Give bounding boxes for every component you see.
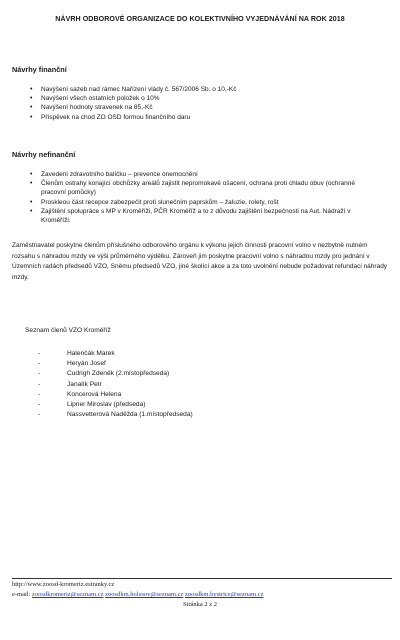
list-dash: -	[38, 350, 41, 357]
member-list	[0, 349, 400, 420]
footer-email-link[interactable]: zoosdkm.bystrice@seznam.cz	[184, 591, 264, 598]
body-paragraph: Zaměstnavatel poskytne členům příslušného odborového orgánu k výkonu jejich činnosti pracovní volno v nezbytně nutném rozsahu s náhradou mzdy ve výši průměrného výdělku. Zároveň jim poskytne pracovní volno s náhradou mzdy pro jednání v Územních radách předsedů VZO, Sněmu předsedů VZO, jiné školící akce a za toto uvolnění nebude požadovat refundaci náhrady mzdy.	[12, 242, 388, 281]
non-financial-item: • Členům ostrahy konající obchůzky areálů zajistit nepromokavé ošacení, ochrana proti chladu obuv (ochranné pracovní pomůcky)	[0, 179, 361, 197]
page-number: Stránka 2 z 2	[182, 601, 218, 608]
member-name: Janalík Petr	[67, 380, 102, 388]
non-financial-item: • Proskleou část recepce zabezpečit proti slunečním paprskům – žaluzie, rolety, rošt	[0, 198, 361, 207]
financial-list	[0, 85, 400, 122]
financial-item: • Navýšení sazeb nad rámec Nařízení vlády č. 567/2006 Sb. o 10,-Kč	[0, 85, 361, 94]
list-dash: -	[38, 380, 41, 388]
member-name: Nassvetterová Naděžda (1.místopředseda)	[67, 411, 193, 419]
member-name: Koncerová Helena	[67, 390, 122, 398]
member-name: Cudrigh Zdeněk (2.místopředseda)	[67, 370, 170, 378]
list-dash: -	[38, 411, 41, 419]
member-item	[0, 349, 400, 359]
list-dash: -	[38, 370, 41, 378]
member-item	[0, 369, 400, 379]
footer-email-row	[12, 591, 264, 598]
footer-email-link[interactable]: zoosdkromeriz@seznam.cz	[32, 591, 104, 598]
footer-email-link[interactable]: zoosdkm.holesov@seznam.cz	[105, 591, 184, 598]
member-item	[0, 390, 400, 400]
list-dash: -	[38, 400, 41, 408]
member-item	[0, 359, 400, 369]
page-title: NÁVRH ODBOROVÉ ORGANIZACE DO KOLEKTIVNÍHO VYJEDNÁVÁNÍ NA ROK 2018	[55, 15, 345, 23]
member-name: Heryán Josef	[67, 360, 106, 368]
financial-item: • Navýšení hodnoty stravenek na 85,-Kč	[0, 103, 361, 112]
member-item	[0, 380, 400, 390]
financial-item: • Navýšení všech ostatních položek o 10%	[0, 94, 361, 103]
financial-heading: Návrhy finanční	[12, 65, 67, 74]
footer-divider	[12, 578, 392, 579]
financial-item: • Příspěvek na chod ZO OSD formou finančního daru	[0, 113, 361, 122]
footer-website[interactable]: http://www.zoosd-kromeriz.estranky.cz	[12, 581, 115, 588]
non-financial-heading: Návrhy nefinanční	[12, 150, 76, 159]
non-financial-item: • Zavedení zdravotního balíčku – prevence onemocnění	[0, 170, 361, 179]
non-financial-list	[0, 170, 400, 225]
list-dash: -	[38, 360, 41, 368]
member-name: Lipner Miroslav (předseda)	[67, 400, 146, 408]
member-item	[0, 410, 400, 420]
footer-email-label: e-mail:	[12, 591, 31, 598]
member-item	[0, 400, 400, 410]
list-dash: -	[38, 390, 41, 398]
non-financial-item: • Zajištění spolupráce s MP v Kroměříži, PČR Kroměříž a to z důvodu zajištění bezpečnosti na Aut. Nádraží v Kroměříži.	[0, 207, 361, 225]
members-heading: Seznam členů VZO Kroměříž	[25, 327, 111, 334]
member-name: Halenčák Marek	[67, 350, 115, 357]
